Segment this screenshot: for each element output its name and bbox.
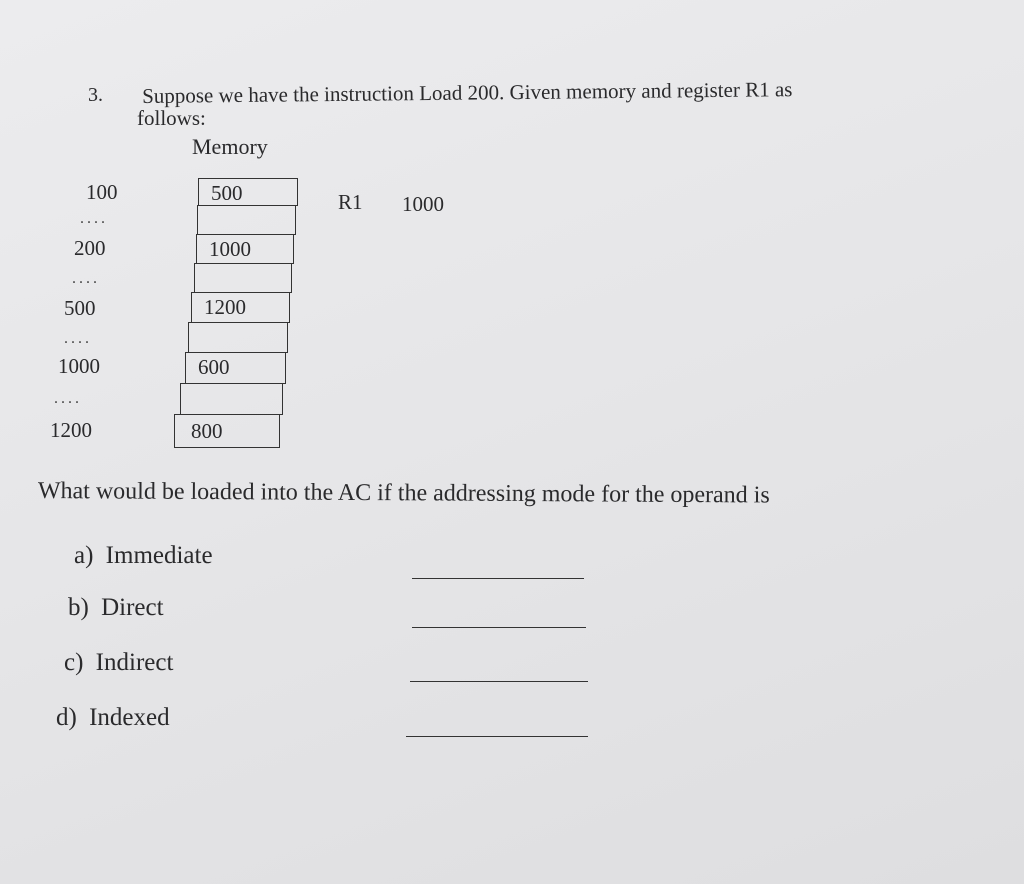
memory-cell <box>180 383 283 415</box>
question-text: What would be loaded into the AC if the addressing mode for the operand is <box>37 478 770 509</box>
address-label: 1200 <box>50 418 92 442</box>
ellipsis: .... <box>64 330 92 347</box>
option-immediate <box>74 542 213 570</box>
address-label: 500 <box>64 296 96 320</box>
memory-cell <box>197 205 296 235</box>
problem-intro-line1: Suppose we have the instruction Load 200. Given memory and register R1 as <box>142 77 793 108</box>
address-label: 100 <box>86 180 118 204</box>
memory-cell <box>188 322 288 353</box>
option-indirect <box>64 649 173 677</box>
register-value: 1000 <box>402 192 444 216</box>
memory-cell: 1000 <box>196 234 294 264</box>
memory-cell: 1200 <box>191 292 290 323</box>
option-letter: b) <box>68 594 89 621</box>
option-label: Immediate <box>105 542 213 569</box>
option-letter: d) <box>56 704 77 731</box>
ellipsis: .... <box>80 210 108 227</box>
answer-blank-a[interactable] <box>412 578 584 579</box>
answer-blank-d[interactable] <box>406 736 588 737</box>
ellipsis: .... <box>72 270 100 287</box>
memory-cell: 800 <box>174 414 280 448</box>
answer-blank-b[interactable] <box>412 627 586 628</box>
option-indexed <box>56 704 170 732</box>
ellipsis: .... <box>54 390 82 407</box>
address-label: 200 <box>74 236 106 260</box>
problem-intro-line2: follows: <box>137 106 206 130</box>
memory-cell: 600 <box>185 352 286 384</box>
option-direct <box>68 594 164 622</box>
memory-title: Memory <box>192 134 268 159</box>
register-name: R1 <box>338 190 363 214</box>
option-label: Direct <box>101 594 164 621</box>
option-letter: c) <box>64 649 84 676</box>
address-label: 1000 <box>58 354 100 378</box>
option-label: Indexed <box>89 704 170 731</box>
memory-cell: 500 <box>198 178 298 206</box>
memory-cell <box>194 263 292 293</box>
option-label: Indirect <box>95 649 174 676</box>
answer-blank-c[interactable] <box>410 681 588 682</box>
option-letter: a) <box>74 542 94 569</box>
problem-number: 3. <box>88 84 103 106</box>
